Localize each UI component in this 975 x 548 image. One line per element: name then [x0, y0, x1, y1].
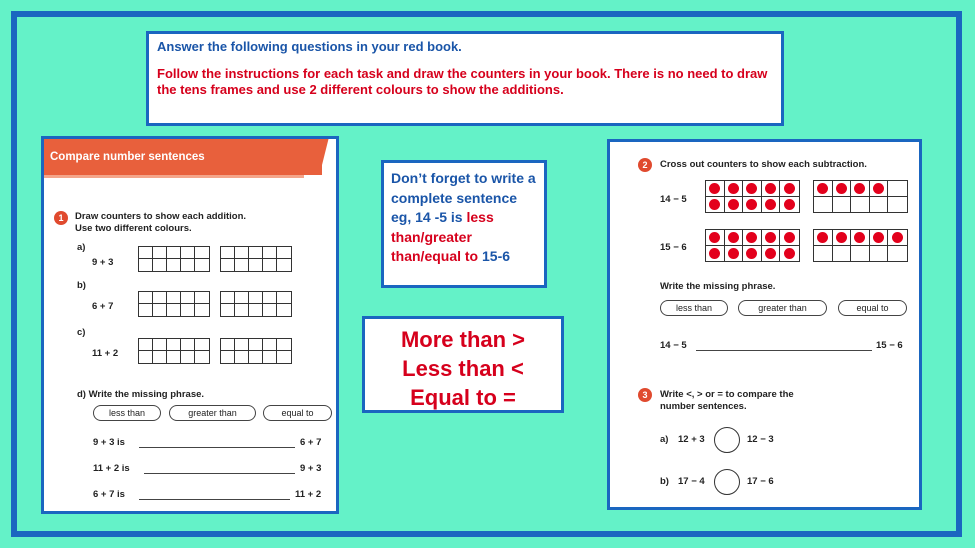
instructions-line-2: Follow the instructions for each task and draw the counters in your book. There is no need to draw the tens frames and use 2 different colours to show the additions. [157, 66, 768, 97]
write-phrase-text: Write the missing phrase. [660, 281, 776, 292]
phrase-greater-than: greater than [169, 405, 256, 421]
tens-frame [138, 338, 210, 364]
less-than-label: Less than < [402, 356, 524, 381]
tens-frame-full [705, 180, 800, 213]
tens-frame [138, 246, 210, 272]
q2-text: Cross out counters to show each subtraction. [660, 159, 867, 170]
part-a-expr: 9 + 3 [92, 257, 114, 268]
tip-text: Don’t forget to write a complete sentence eg, 14 -5 is [391, 170, 536, 225]
sentence-1-right: 6 + 7 [300, 437, 322, 448]
phrase-equal-to: equal to [838, 300, 907, 316]
tens-frame-partial [813, 229, 908, 262]
answer-line [696, 350, 872, 351]
part-b-expr: 6 + 7 [92, 301, 114, 312]
answer-line [139, 499, 290, 500]
tens-frame [220, 246, 292, 272]
compare-b-right: 17 − 6 [747, 476, 774, 487]
q3-text-line-1: Write <, > or = to compare the [660, 389, 794, 400]
compare-b-left: 17 − 4 [678, 476, 705, 487]
tens-frame [220, 291, 292, 317]
compare-a-right: 12 − 3 [747, 434, 774, 445]
tens-frame-partial [813, 180, 908, 213]
part-c-expr: 11 + 2 [92, 348, 119, 359]
subtraction-1-expr: 14 − 5 [660, 194, 687, 205]
sentence-2-left: 11 + 2 is [93, 463, 130, 474]
comparison-box [362, 316, 564, 413]
instructions-line-1: Answer the following questions in your red book. [157, 39, 462, 54]
question-1-badge: 1 [54, 211, 68, 225]
compare-a-left: 12 + 3 [678, 434, 705, 445]
phrase-less-than: less than [660, 300, 728, 316]
sentence-right: 15 − 6 [876, 340, 903, 351]
q1-text-line-2: Use two different colours. [75, 223, 192, 234]
more-than-label: More than > [400, 327, 526, 352]
compare-a-answer-circle[interactable] [714, 427, 740, 453]
sentence-2-right: 9 + 3 [300, 463, 322, 474]
part-a-label: a) [77, 242, 86, 253]
tens-frame-full [705, 229, 800, 262]
tip-phrase: less than/greater than/equal to [391, 209, 494, 264]
subtraction-2-expr: 15 − 6 [660, 242, 687, 253]
sentence-left: 14 − 5 [660, 340, 687, 351]
instructions-box [146, 31, 784, 126]
question-2-badge: 2 [638, 158, 652, 172]
part-c-label: c) [77, 327, 86, 338]
part-d-text: d) Write the missing phrase. [77, 389, 205, 400]
compare-a-label: a) [660, 434, 669, 445]
compare-b-answer-circle[interactable] [714, 469, 740, 495]
sentence-1-left: 9 + 3 is [93, 437, 125, 448]
tip-example: 15-6 [482, 248, 511, 264]
tip-box [381, 160, 547, 288]
compare-b-label: b) [660, 476, 669, 487]
equal-to-label: Equal to = [410, 385, 516, 410]
left-worksheet [41, 136, 339, 514]
banner-strip [44, 175, 304, 178]
right-worksheet [607, 139, 922, 510]
q3-text-line-2: number sentences. [660, 401, 747, 412]
sentence-3-left: 6 + 7 is [93, 489, 125, 500]
phrase-equal-to: equal to [263, 405, 332, 421]
answer-line [139, 447, 295, 448]
phrase-greater-than: greater than [738, 300, 827, 316]
worksheet-banner: Compare number sentences [44, 139, 326, 175]
phrase-less-than: less than [93, 405, 161, 421]
answer-line [144, 473, 295, 474]
tens-frame [220, 338, 292, 364]
sentence-3-right: 11 + 2 [295, 489, 322, 500]
part-b-label: b) [77, 280, 86, 291]
q1-text-line-1: Draw counters to show each addition. [75, 211, 247, 222]
tens-frame [138, 291, 210, 317]
question-3-badge: 3 [638, 388, 652, 402]
